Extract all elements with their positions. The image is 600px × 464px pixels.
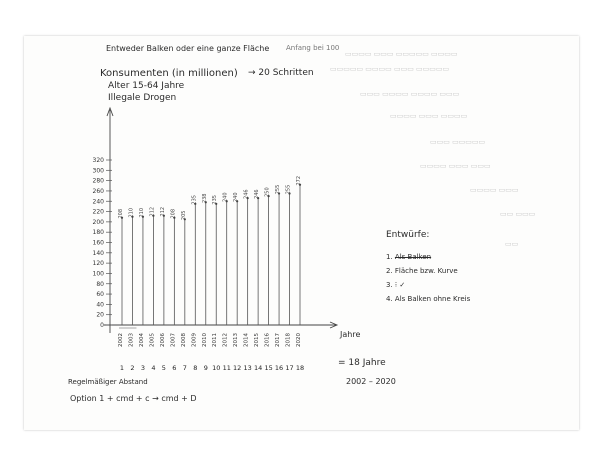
index-label: 7 (182, 364, 187, 372)
data-label: 205 (180, 210, 187, 221)
chart-subtitle-2: Illegale Drogen (108, 93, 177, 103)
index-note: = 18 Jahre (338, 358, 386, 368)
year-tick-label: 2006 (159, 333, 166, 347)
data-label: 250 (264, 187, 271, 197)
note-item (386, 295, 470, 303)
notes-title: Entwürfe: (386, 230, 430, 240)
note-item (386, 281, 405, 289)
index-label: 9 (203, 364, 208, 372)
y-tick-label: 20 (96, 311, 104, 319)
note-number: 1. (386, 253, 395, 261)
chart-title: Konsumenten (in millionen) (100, 68, 238, 79)
shortcut-text: Option 1 + cmd + c → cmd + D (70, 394, 197, 403)
y-tick-label: 240 (92, 198, 104, 206)
index-label: 14 (253, 364, 263, 372)
y-tick-label: 300 (92, 167, 104, 175)
year-tick-label: 2017 (275, 333, 282, 347)
data-label: 235 (212, 195, 219, 205)
data-label: 210 (128, 207, 135, 218)
index-label: 5 (161, 364, 166, 372)
year-tick-label: 2011 (212, 333, 219, 347)
heading-note: Anfang bei 100 (286, 44, 340, 52)
note-text: ⁝ ✓ (394, 281, 406, 289)
data-label: 240 (233, 192, 240, 203)
index-label: 16 (274, 364, 284, 372)
y-tick-label: 200 (92, 218, 104, 226)
data-label: 208 (170, 208, 177, 219)
data-label: 246 (243, 189, 250, 199)
note-item (386, 267, 458, 275)
index-label: 1 (119, 364, 125, 372)
year-tick-label: 2020 (296, 333, 302, 347)
data-label: 212 (159, 206, 166, 217)
index-label: 15 (264, 364, 273, 372)
y-tick-label: 100 (92, 270, 104, 278)
note-text: Als Balken (394, 253, 432, 261)
y-tick-label: 280 (92, 177, 104, 185)
index-label: 18 (295, 364, 305, 372)
year-tick-label: 2018 (285, 333, 292, 347)
note-number: 2. (386, 267, 395, 275)
y-tick-label: 0 (100, 322, 104, 329)
index-label: 10 (212, 364, 221, 372)
data-label: 212 (149, 206, 156, 217)
y-tick-label: 220 (92, 208, 104, 216)
index-label: 8 (193, 364, 198, 372)
page-heading: Entweder Balken oder eine ganze Fläche (106, 44, 270, 53)
index-label: 13 (243, 364, 252, 372)
data-label: 235 (191, 195, 198, 205)
bottom-label: Regelmäßiger Abstand (68, 378, 148, 386)
year-tick-label: 2014 (243, 333, 250, 347)
year-tick-label: 2013 (233, 333, 240, 347)
data-label: 255 (275, 184, 282, 195)
year-tick-label: 2002 (118, 333, 124, 347)
y-tick-label: 180 (92, 229, 104, 237)
index-label: 2 (130, 364, 135, 372)
note-number: 4. (386, 295, 395, 303)
data-label: 238 (201, 193, 208, 204)
year-tick-label: 2016 (264, 333, 271, 347)
year-tick-label: 2007 (170, 333, 177, 347)
index-label: 11 (222, 364, 231, 372)
index-label: 3 (140, 364, 146, 372)
y-tick-label: 140 (92, 249, 104, 257)
note-text: Als Balken ohne Kreis (394, 295, 471, 303)
note-item (386, 253, 431, 261)
data-label: 255 (285, 184, 292, 195)
index-label: 6 (172, 364, 177, 372)
y-tick-label: 120 (92, 260, 104, 268)
y-tick-label: 40 (96, 301, 104, 309)
year-tick-label: 2012 (222, 333, 229, 347)
x-axis-label: Jahre (340, 330, 361, 339)
y-tick-label: 60 (96, 291, 104, 299)
index-label: 4 (151, 364, 156, 372)
year-tick-label: 2003 (128, 333, 135, 347)
y-tick-label: 80 (96, 280, 104, 288)
note-number: 3. (386, 281, 395, 289)
index-label: 17 (285, 364, 294, 372)
year-tick-label: 2015 (254, 333, 261, 347)
year-tick-label: 2004 (138, 333, 145, 347)
range-note: 2002 – 2020 (346, 377, 396, 386)
chart-title-note: → 20 Schritten (248, 68, 314, 78)
y-tick-label: 160 (92, 239, 104, 247)
data-label: 210 (138, 207, 145, 218)
note-text: Fläche bzw. Kurve (394, 267, 458, 275)
y-tick-label: 320 (92, 157, 104, 164)
data-label: 240 (222, 192, 229, 203)
chart-subtitle-1: Alter 15-64 Jahre (108, 81, 185, 91)
year-tick-label: 2009 (191, 333, 198, 347)
index-label: 12 (233, 364, 242, 372)
y-tick-label: 260 (92, 187, 104, 195)
data-label: 208 (118, 208, 124, 219)
year-tick-label: 2008 (180, 333, 187, 347)
year-tick-label: 2005 (149, 333, 156, 347)
data-label: 246 (254, 189, 261, 199)
shortcut-note (70, 394, 197, 403)
data-label: 272 (296, 175, 302, 186)
year-tick-label: 2010 (201, 333, 208, 347)
